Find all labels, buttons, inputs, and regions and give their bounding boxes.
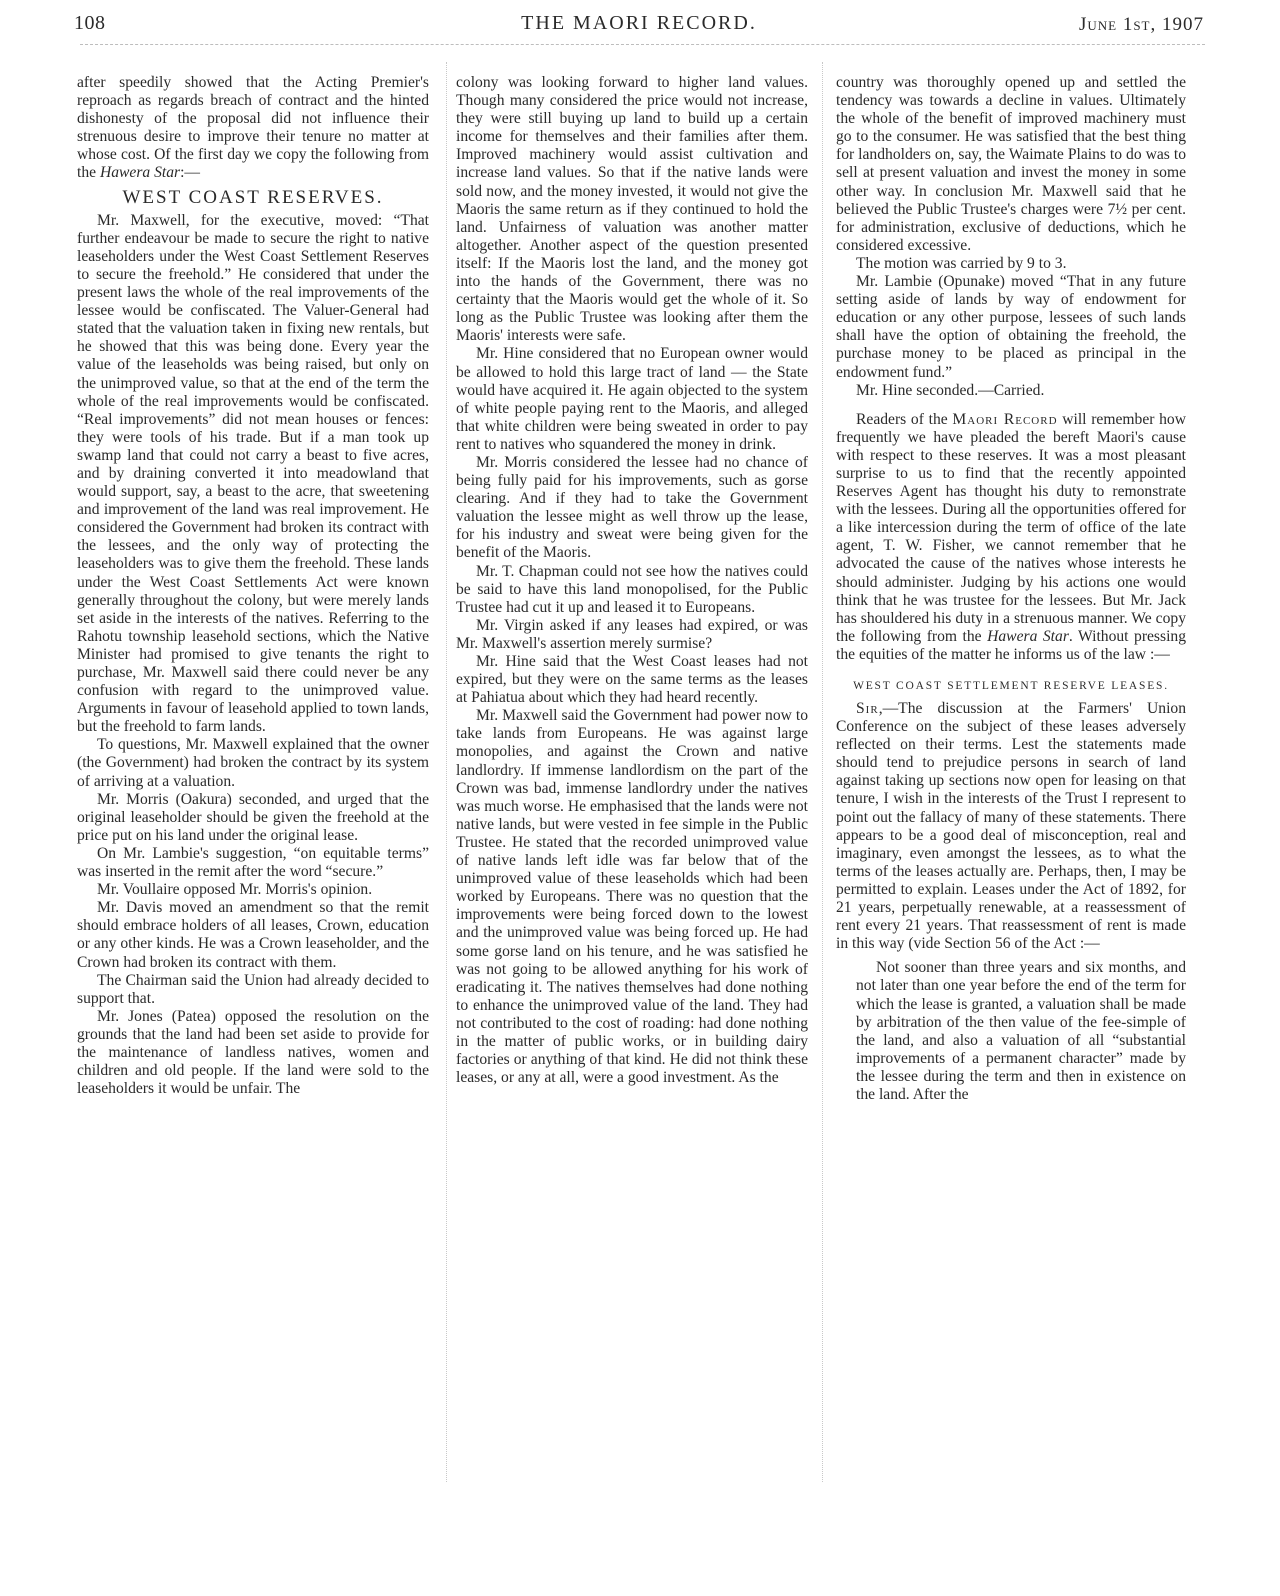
column-left (77, 74, 429, 1098)
article-paragraph (77, 74, 429, 183)
article-paragraph: The motion was carried by 9 to 3. (856, 254, 1067, 272)
paragraph-text: . Without pressing the equities of the matter he informs us of the law :— (836, 627, 1186, 663)
article-paragraph: colony was looking forward to higher land values. Though many considered the price would not increase, they were still buying up land to build up a certain income for themselves and their families after them. Improved machinery would assist cultivation and increase land values. So that if the native lands were sold now, and the money invested, it would not give the Maoris the same return as if they continued to hold the land. Unfairness of valuation was another matter altogether. Another aspect of the question presented itself: If the Maoris lost the land, and the money got into the hands of the Government, there was no certainty that the Maoris would get the whole of it. So long as the Public Trustee was looking after them the Maoris' interests were safe. (456, 74, 808, 345)
quote-paragraph: Not sooner than three years and six months, and not later than one year before the end of the term for which the lease is granted, a valuation shall be made by arbitration of the then value of the fee-simple of the land, and also a valuation of all “substantial improvements of a permanent character” made by the lessee during the term and then in existence on the land. After the (856, 959, 1186, 1103)
page-number: 108 (74, 12, 106, 34)
publication-name: Hawera Star (99, 164, 181, 182)
article-paragraph: Mr. Virgin asked if any leases had expired, or was Mr. Maxwell's assertion merely surmise? (456, 616, 808, 652)
masthead-title: THE MAORI RECORD. (521, 12, 757, 34)
publication-name: Maori Record (952, 410, 1058, 428)
letter-paragraph (836, 700, 1186, 953)
article-paragraph: To questions, Mr. Maxwell explained that the owner (the Government) had broken the contract by its system of arriving at a valuation. (77, 736, 429, 790)
column-divider (822, 62, 823, 1482)
section-heading: WEST COAST RESERVES. (122, 186, 384, 208)
article-paragraph: Mr. Jones (Patea) opposed the resolution on the grounds that the land had been set aside to provide for the maintenance of landless natives, women and children and old people. If the land were sold to the leaseholders it would be unfair. The (77, 1007, 429, 1098)
paragraph-text: ,—The discussion at the Farmers' Union Conference on the subject of these leases adversely reflected on their terms. Lest the statements made should tend to prejudice persons in search of land against taking up sections now open for leasing on that tenure, I wish in the interests of the Trust I represent to point out the fallacy of many of these statements. There appears to be a good deal of misconception, real and imaginary, even amongst the lessees, as to what the terms of the leases actually are. Perhaps, then, I may be permitted to explain. Leases under the Act of 1892, for 21 years, perpetually renewable, at a reassessment of rent every 21 years. That reassessment of rent is made in this way (vide Section 56 of the Act :— (836, 700, 1186, 953)
article-paragraph: Mr. Lambie (Opunake) moved “That in any future setting aside of lands by way of endowment for education or any other purpose, lessees of such lands shall have the option of obtaining the freehold, the purchase money to be placed as principal in the endowment fund.” (836, 273, 1186, 381)
publication-name: Hawera Star (987, 627, 1069, 645)
article-paragraph: Mr. Hine said that the West Coast leases had not expired, but they were on the same terms as the leases at Pahiatua about which they had heard recently. (456, 653, 808, 707)
article-paragraph: Mr. Maxwell said the Government had power now to take lands from Europeans. He was against large monopolies, and against the Crown and native landlordry. If immense landlordism on the part of the Crown was bad, immense landlordry under the natives was much worse. He emphasised that the lands were not native lands, but were vested in fee simple in the Public Trustee. He stated that the recorded unimproved value of native lands left idle was far below that of the unimproved value of these leaseholds which had been worked by Europeans. There was no question that the improvements were being forced down to the lowest and the unimproved value was being forced up. He had some gorse land on his tenure, and he was satisfied he was not going to be allowed anything for his work of eradicating it. The natives themselves had done nothing to enhance the unimproved value of the land. They had not contributed to the cost of roading: had done nothing in the matter of public works, or in building dairy factories or anything of that kind. He did not think these leases, or any at all, were a good investment. As the (456, 707, 808, 1087)
article-paragraph: Mr. Maxwell, for the executive, moved: “That further endeavour be made to secure the right to native leaseholders under the West Coast Settlement Reserves to secure the freehold.” He considered that under the present laws the whole of the real improvements of the lessee would be confiscated. The Valuer-General had stated that the valuation taken in fixing new rentals, but he showed that this was being done. Every year the value of the leaseholds was being raised, but only on the unimproved value, so that at the end of the term the whole of the real improvements would be confiscated. “Real improvements” did not mean houses or fences: they were tools of his trade. But if a man took up swamp land that could not carry a beast to five acres, and by draining converted it into meadowland that would support, say, a beast to the acre, that sweetening and improvement of the land was real improvement. He considered the Government had broken its contract with the lessees, and the only way of protecting the leaseholders was to give them the freehold. These lands under the West Coast Settlements Act were known generally throughout the colony, but were merely lands set aside in the interests of the natives. Referring to the Rahotu township leasehold sections, which the Native Minister had promised to give tenants the right to purchase, Mr. Maxwell said there could never be any confusion with regard to the unimproved value. Arguments in favour of leasehold applied to town lands, but the freehold to farm lands. (77, 211, 429, 736)
paragraph-text: :— (180, 164, 201, 182)
letter-salutation: Sir (856, 700, 879, 717)
article-paragraph: country was thoroughly opened up and settled the tendency was towards a decline in values. Ultimately the whole of the benefit of improved machinery must go to the consumer. He was satisfied that the best thing for landholders on, say, the Waimate Plains to do was to sell at present valuation and invest the money in some other way. In conclusion Mr. Maxwell said that he believed the Public Trustee's charges were 7½ per cent. for administration, exclusive of deductions, which he considered excessive. (836, 74, 1186, 254)
article-paragraph: On Mr. Lambie's suggestion, “on equitable terms” was inserted in the remit after the word “secure.” (77, 844, 429, 881)
page-header (74, 12, 1204, 40)
issue-date: June 1st, 1907 (1078, 14, 1204, 35)
letter-heading: WEST COAST SETTLEMENT RESERVE LEASES. (853, 680, 1169, 692)
article-paragraph: Mr. T. Chapman could not see how the natives could be said to have this land monopolised, for the Public Trustee had cut it up and leased it to Europeans. (456, 562, 808, 616)
column-divider (446, 62, 447, 1482)
column-middle (456, 74, 808, 1087)
article-paragraph: Mr. Voullaire opposed Mr. Morris's opinion. (97, 881, 373, 899)
article-paragraph: Mr. Morris considered the lessee had no chance of being fully paid for his improvements, such as gorse clearing. And if they had to take the Government valuation the lessee might as well throw up the lease, for his industry and sweat were being given for the benefit of the Maoris. (456, 453, 808, 562)
paragraph-text: Readers of the (856, 410, 953, 428)
paragraph-text: will remember how frequently we have pleaded the bereft Maori's cause with respect to these reserves. It was a most pleasant surprise to us to find that the recently appointed Reserves Agent has thought his duty to remonstrate with the lessees. During all the opportunities offered for a like intercession during the term of office of the late agent, T. W. Fisher, we cannot remember that he advocated the cause of the natives whose interests he should administer. Judging by his actions one would think that he was trustee for the lessees. But Mr. Jack has shouldered his duty in a strenuous manner. We copy the following from the (836, 410, 1186, 645)
paragraph-text: after speedily showed that the Acting Premier's reproach as regards breach of contract and the hinted dishonesty of the proposal did not influence their strenuous desire to improve their tenure no matter at whose cost. Of the first day we copy the following from the (77, 74, 429, 182)
article-paragraph: Mr. Morris (Oakura) seconded, and urged that the original leaseholder should be given the freehold at the price put on his land under the original lease. (77, 790, 429, 844)
article-paragraph: Mr. Davis moved an amendment so that the remit should embrace holders of all leases, Crown, education or any other kinds. He was a Crown leaseholder, and the Crown had broken its contract with them. (77, 899, 429, 971)
article-paragraph: Mr. Hine considered that no European owner would be allowed to hold this large tract of land — the State would have acquired it. He again objected to the system of white people paying rent to the Maoris, and alleged that white children were being sweated in order to pay rent to natives who squandered the money in drink. (456, 345, 808, 453)
article-paragraph: The Chairman said the Union had already decided to support that. (77, 971, 429, 1007)
quoted-statute (836, 959, 1186, 1104)
column-right (836, 74, 1186, 1104)
header-rule (80, 44, 1205, 45)
article-paragraph: Mr. Hine seconded.—Carried. (856, 381, 1045, 399)
editorial-paragraph (836, 411, 1186, 664)
